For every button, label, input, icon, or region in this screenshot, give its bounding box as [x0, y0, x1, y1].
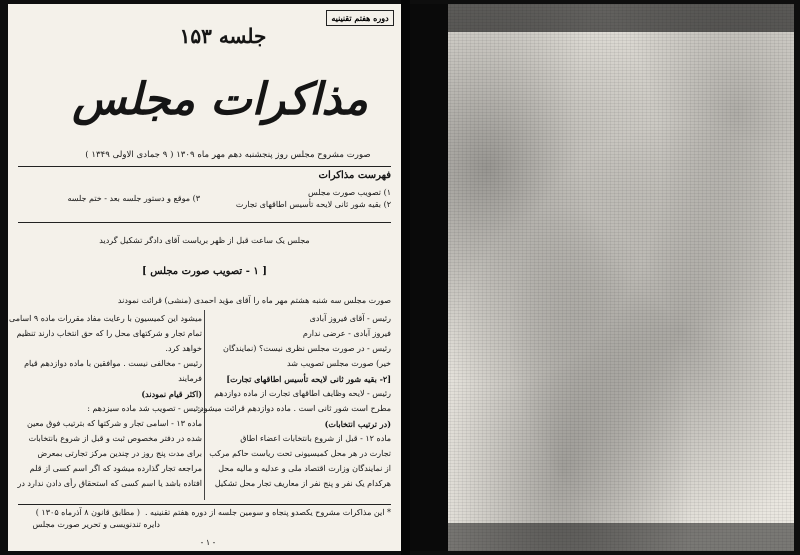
scan-noise [410, 4, 794, 551]
opening-line: مجلس یک ساعت قبل از ظهر بریاست آقای دادگر تشکیل گردید [99, 236, 310, 245]
text-line: رئیس - لایحه وظایف اطاقهای تجارت از ماده دوازدهم [214, 389, 391, 398]
text-line: رئیس - در صورت مجلس نظری نیست؟ (نمایندگان [223, 344, 391, 353]
text-line: مراجعه تجار گذارده میشود که اگر اسم کسی از قلم [29, 464, 202, 473]
text-line: شده در دفتر مخصوص ثبت و قبل از شروع بانتخابات [28, 434, 202, 443]
text-line: افتاده باشد یا اسم کسی که استحقاق رأی دادن ندارد در [17, 479, 202, 488]
section-intro: صورت مجلس سه شنبه هشتم مهر ماه را آقای مؤید احمدی (منشی) قرائت نمودند [117, 296, 391, 305]
text-line: میشود این کمیسیون با رعایت مفاد مقررات ماده ۹ اسامی [9, 314, 202, 323]
left-page [8, 4, 401, 551]
toc-item: ۱) تصویب صورت مجلس [307, 188, 391, 197]
page-title: مذاکرات مجلس [72, 74, 368, 125]
divider [18, 166, 391, 167]
text-line: از نمایندگان وزارت اقتصاد ملی و عدلیه و مالیه محل [218, 464, 391, 473]
page-shadow [448, 4, 794, 32]
text-line: فرمایند [178, 374, 202, 383]
toc-item: ۳) موقع و دستور جلسه بعد - ختم جلسه [67, 194, 200, 203]
text-line: (در ترتیب انتخابات) [324, 419, 391, 429]
text-line: تجارت در هر محل کمیسیونی تحت ریاست حاکم مرکب [209, 449, 391, 458]
period-badge: دوره هفتم تقنینیه [326, 10, 394, 26]
text-line: تمام تجار و شرکتهای محل را که حق انتخاب دارند تنظیم [16, 329, 202, 338]
text-line: رئیس - آقای فیروز آبادی [309, 314, 391, 323]
session-date: صورت مشروح مجلس روز پنجشنبه دهم مهر ماه ۱۳۰۹ ( ۹ جمادی الاولی ۱۳۴۹ ) [85, 150, 371, 160]
page-shadow [410, 4, 448, 551]
text-line: هرکدام یک نفر و پنج نفر از معاریف تجار محل تشکیل [214, 479, 391, 488]
page-shadow [448, 523, 794, 551]
text-line: ماده ۱۳ - اسامی تجار و شرکتها که بترتیب فوق معین [26, 419, 202, 428]
text-line: رئیس - مخالفی نیست . موافقین با ماده دوازدهم قیام [24, 359, 202, 368]
divider [18, 504, 391, 505]
toc-heading: فهرست مذاکرات [318, 170, 391, 181]
right-page [410, 4, 794, 551]
text-line: ماده ۱۲ - قبل از شروع بانتخابات اعضاء اطاق [240, 434, 391, 443]
footnote: * این مذاکرات مشروح یکصدو پنجاه و سومین جلسه از دوره هفتم تقنینیه . [144, 508, 391, 517]
text-line: مطرح است شور ثانی است . ماده دوازدهم قرائت میشود: [197, 404, 391, 413]
text-line: خواهد کرد. [165, 344, 202, 353]
text-line: [۲- بقیه شور ثانی لایحه تأسیس اطاقهای تجارت] [226, 374, 391, 384]
toc-item: ۲) بقیه شور ثانی لایحه تأسیس اطاقهای تجارت [235, 200, 391, 209]
divider [18, 222, 391, 223]
office-name: دایره تندنویسی و تحریر صورت مجلس [32, 520, 160, 529]
text-line: خیر) صورت مجلس تصویب شد [287, 359, 391, 368]
text-line: فیروز آبادی - عرضی ندارم [302, 329, 391, 338]
text-line: (اکثر قیام نمودند) [141, 389, 202, 399]
text-line: برای مدت پنج روز در چندین مرکز تجارتی بمعرض [37, 449, 202, 458]
text-line: رئیس - تصویب شد ماده سیزدهم : [87, 404, 202, 413]
section-title: [ ۱ - تصویب صورت مجلس ] [142, 266, 267, 277]
book-spine [401, 0, 410, 555]
law-reference: ( مطابق قانون ۸ آذرماه ۱۳۰۵ ) [35, 508, 140, 517]
page-number: - ۱ - [200, 538, 216, 547]
session-number: جلسه ۱۵۳ [179, 24, 267, 48]
